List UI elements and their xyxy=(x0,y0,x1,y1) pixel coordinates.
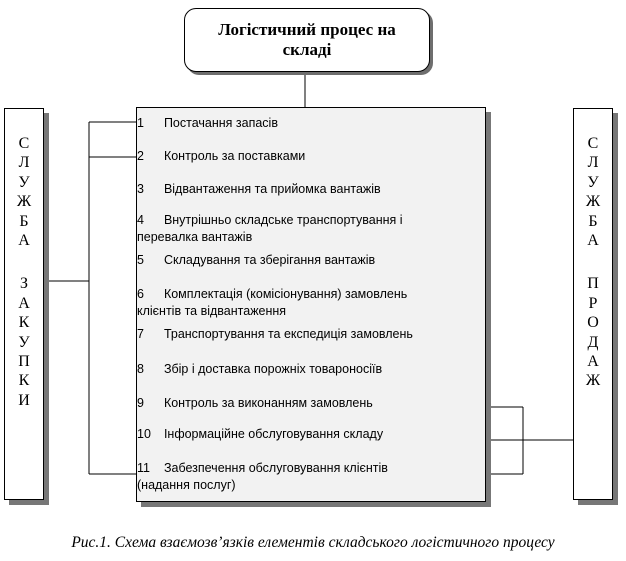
process-item-1 xyxy=(137,115,278,132)
service-letter: И xyxy=(18,391,30,409)
process-item-label: Збір і доставка порожніх товароносіїв xyxy=(157,362,383,376)
service-letter: П xyxy=(18,352,30,370)
process-item-label: Комплектація (комісіонування) замовлень xyxy=(157,287,408,301)
process-item-number: 11 xyxy=(137,461,150,475)
service-letter: К xyxy=(18,372,30,390)
service-letter: Б xyxy=(19,212,29,230)
process-item-4 xyxy=(137,212,403,246)
process-item-label: Забезпечення обслуговування клієнтів xyxy=(157,461,388,475)
service-letter: О xyxy=(587,314,599,332)
service-letter: Ж xyxy=(16,193,32,211)
process-item-label: (надання послуг) xyxy=(137,478,236,492)
process-item-5 xyxy=(137,252,375,269)
service-letter: А xyxy=(587,352,599,370)
service-letter: А xyxy=(18,294,30,312)
right-service-word2 xyxy=(586,274,600,390)
process-item-number: 7 xyxy=(137,327,144,341)
process-item-label: Контроль за виконанням замовлень xyxy=(157,396,373,410)
left-connector xyxy=(48,122,136,474)
process-item-label: клієнтів та відвантаження xyxy=(137,304,287,318)
process-item-number: 9 xyxy=(137,396,144,410)
process-item-label: Контроль за поставками xyxy=(157,149,306,163)
left-service-box xyxy=(4,108,44,500)
service-letter: С xyxy=(587,135,599,152)
left-service-word2 xyxy=(18,274,30,410)
process-item-label: Інформаційне обслуговування складу xyxy=(157,427,384,441)
process-item-label: перевалка вантажів xyxy=(137,230,253,244)
process-item-3 xyxy=(137,181,381,198)
process-item-6 xyxy=(137,286,407,320)
service-letter: З xyxy=(19,275,28,293)
process-item-label: Внутрішньо складське транспортування і xyxy=(157,213,403,227)
process-item-8 xyxy=(137,361,382,378)
service-letter: У xyxy=(587,173,599,191)
right-connector xyxy=(486,407,573,474)
service-letter: П xyxy=(587,275,599,293)
process-item-number: 5 xyxy=(137,253,144,267)
service-letter: А xyxy=(18,231,30,249)
process-item-number: 10 xyxy=(137,427,151,441)
service-letter: Б xyxy=(588,212,598,230)
process-item-label: Складування та зберігання вантажів xyxy=(157,253,376,267)
left-service-word1 xyxy=(17,134,31,250)
process-item-11 xyxy=(137,460,388,494)
process-item-7 xyxy=(137,326,413,343)
service-letter: Л xyxy=(18,154,30,172)
process-item-number: 1 xyxy=(137,116,144,130)
process-item-number: 6 xyxy=(137,287,144,301)
process-item-label: Відвантаження та прийомка вантажів xyxy=(157,182,381,196)
service-letter: Ж xyxy=(585,193,601,211)
service-letter: К xyxy=(18,314,30,332)
process-item-number: 8 xyxy=(137,362,144,376)
process-item-label: Транспортування та експедиція замовлень xyxy=(157,327,413,341)
service-letter: Д xyxy=(587,333,599,351)
service-letter: У xyxy=(18,333,30,351)
service-letter: Р xyxy=(588,294,598,312)
process-item-2 xyxy=(137,148,305,165)
figure-caption: Рис.1. Схема взаємозв’язків елементів складського логістичного процесу xyxy=(71,534,555,551)
service-letter: Л xyxy=(587,154,599,172)
right-service-word1 xyxy=(586,134,600,250)
title-box xyxy=(184,8,430,72)
process-item-number: 4 xyxy=(137,213,144,227)
process-item-number: 3 xyxy=(137,182,144,196)
process-item-9 xyxy=(137,395,373,412)
process-item-label: Постачання запасів xyxy=(157,116,278,130)
title-text: Логістичний процес на складі xyxy=(218,20,396,59)
service-letter: Ж xyxy=(585,372,601,390)
service-letter: С xyxy=(18,135,30,152)
process-item-10 xyxy=(137,426,383,443)
right-service-box xyxy=(573,108,613,500)
service-letter: У xyxy=(18,173,30,191)
service-letter: А xyxy=(587,231,599,249)
process-item-number: 2 xyxy=(137,149,144,163)
